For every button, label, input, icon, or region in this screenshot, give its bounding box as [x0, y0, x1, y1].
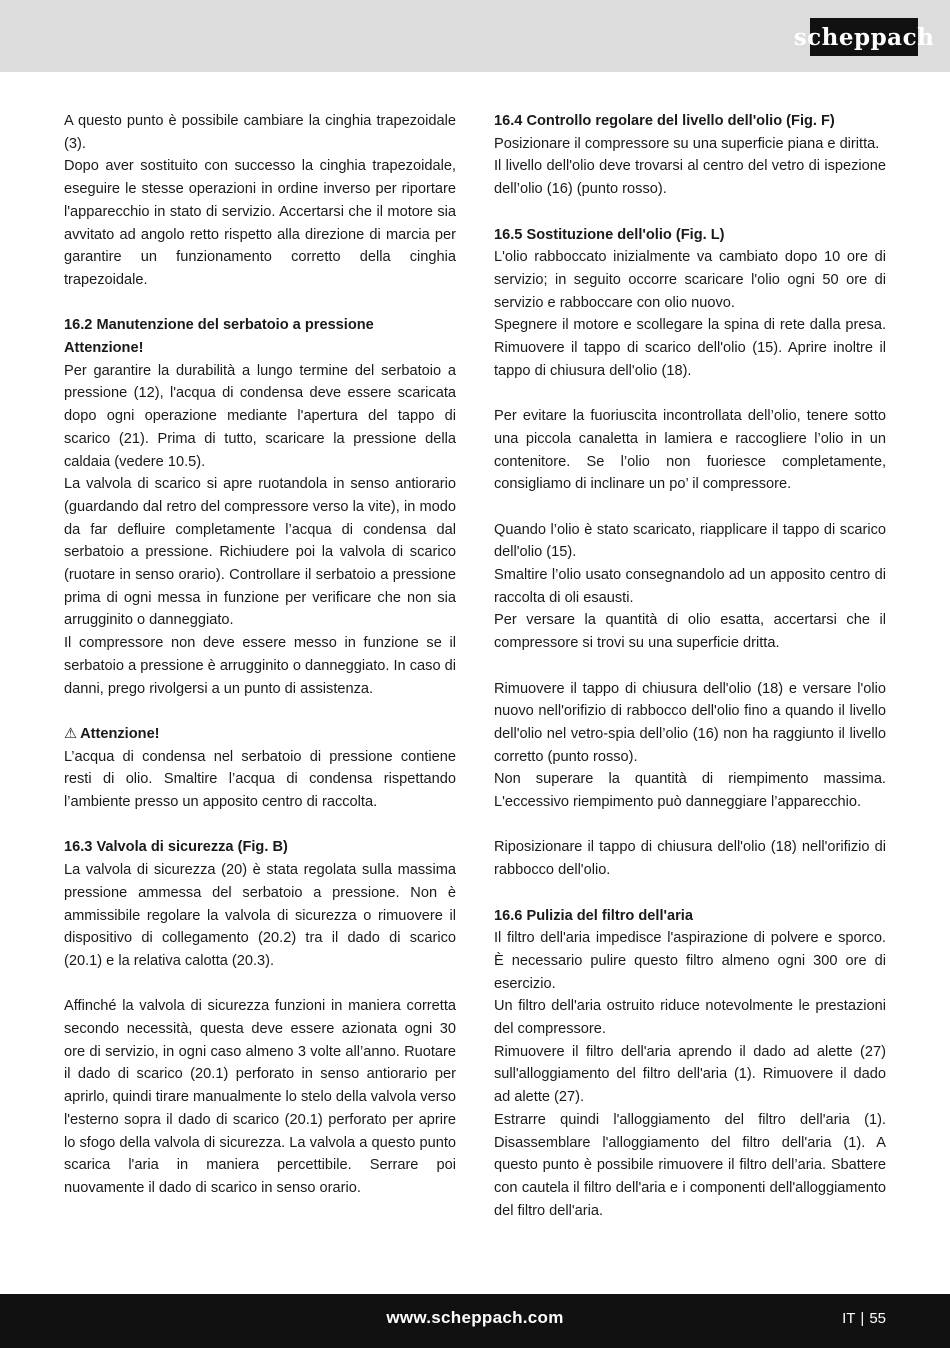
paragraph: A questo punto è possibile cambiare la cinghia trapezoidale (3). [64, 113, 456, 152]
paragraph: Il livello dell'olio deve trovarsi al centro del vetro di ispezione dell’olio (16) (punto rosso). [494, 158, 886, 198]
paragraph: La valvola di scarico si apre ruotandola in senso antiorario (guardando dal retro del compressore verso la vite), in modo da far defluire completamente l’acqua di condensa dal serbatoio a pressione. Richiudere poi la valvola di scarico (ruotare in senso orario). Controllare il serbatoio a pressione prima di ogni messa in funzione per verificare che non sia arrugginito o danneggiato. [64, 476, 456, 629]
header-bar [0, 0, 950, 72]
right-column [494, 110, 886, 1222]
warning-triangle-icon: ⚠ [64, 725, 78, 742]
paragraph: Per evitare la fuoriuscita incontrollata dell’olio, tenere sotto una piccola canaletta in lamiera e raccogliere l’olio in un contenitore. Se l’olio non fuoriesce completamente, consigliamo di inclinare un po’ il compressore. [494, 408, 886, 493]
section-heading-16-2: 16.2 Manutenzione del serbatoio a pressione [64, 317, 374, 334]
paragraph: Rimuovere il filtro dell'aria aprendo il dado ad alette (27) sull'alloggiamento del filtro dell'aria (1). Rimuovere il dado ad alette (27). [494, 1043, 886, 1106]
page-number: 55 [869, 1310, 886, 1327]
paragraph: L'olio rabboccato inizialmente va cambiato dopo 10 ore di servizio; in seguito occorre scaricare l'olio ogni 50 ore di servizio e rabboccare con olio nuovo. [494, 249, 886, 311]
language-code: IT [842, 1310, 856, 1327]
paragraph: Non superare la quantità di riempimento massima. L'eccessivo riempimento può danneggiare l’apparecchio. [494, 771, 886, 811]
attention-label: Attenzione! [64, 340, 144, 357]
paragraph: Dopo aver sostituito con successo la cinghia trapezoidale, eseguire le stesse operazioni in ordine inverso per riportare l'apparecchio in stato di servizio. Accertarsi che il motore sia avvitato ad angolo retto rispetto alla direzione di marcia per garantire un funzionamento corretto della cinghia trapezoidale. [64, 158, 456, 288]
paragraph: Posizionare il compressore su una superficie piana e diritta. [494, 135, 880, 152]
paragraph: Quando l’olio è stato scaricato, riapplicare il tappo di scarico dell'olio (15). [494, 521, 886, 561]
brand-logo: scheppach [810, 18, 918, 56]
paragraph: L’acqua di condensa nel serbatoio di pressione contiene resti di olio. Smaltire l’acqua di condensa rispettando l’ambiente presso un apposito centro di raccolta. [64, 748, 456, 811]
section-heading-16-5: 16.5 Sostituzione dell'olio (Fig. L) [494, 226, 725, 243]
paragraph: Per versare la quantità di olio esatta, accertarsi che il compressore si trovi su una superficie dritta. [494, 612, 886, 652]
paragraph: Estrarre quindi l'alloggiamento del filtro dell'aria (1). Disassemblare l'alloggiamento del filtro dell'aria (1). A questo punto è possibile rimuovere il filtro dell’aria. Sbattere con cautela il filtro dell'aria e i componenti dell'alloggiamento del filtro dell'aria. [494, 1111, 886, 1219]
section-heading-16-6: 16.6 Pulizia del filtro dell'aria [494, 907, 693, 924]
paragraph: La valvola di sicurezza (20) è stata regolata sulla massima pressione ammessa del serbatoio a pressione. Non è ammissibile regolare la valvola di sicurezza o rimuovere il dispositivo di collegamento (20.2) tra il dado di scarico (20.1) e la relativa calotta (20.3). [64, 862, 456, 969]
paragraph: Un filtro dell'aria ostruito riduce notevolmente le prestazioni del compressore. [494, 998, 886, 1038]
footer-bar [0, 1294, 950, 1348]
paragraph: Smaltire l’olio usato consegnandolo ad un apposito centro di raccolta di oli esausti. [494, 567, 886, 606]
section-heading-16-3: 16.3 Valvola di sicurezza (Fig. B) [64, 839, 288, 856]
paragraph: Per garantire la durabilità a lungo termine del serbatoio a pressione (12), l'acqua di condensa deve essere scaricata dopo ogni operazione mediante l'apertura del tappo di scarico (21). Prima di tutto, scaricare la pressione della caldaia (vedere 10.5). [64, 362, 456, 470]
paragraph: Riposizionare il tappo di chiusura dell'olio (18) nell'orifizio di rabbocco dell'olio. [494, 839, 886, 879]
paragraph: Il filtro dell'aria impedisce l'aspirazione di polvere e sporco. È necessario pulire questo filtro almeno ogni 300 ore di esercizio. [494, 930, 886, 992]
section-heading-16-4: 16.4 Controllo regolare del livello dell'olio (Fig. F) [494, 113, 835, 129]
warning-heading [64, 723, 456, 746]
paragraph: Affinché la valvola di sicurezza funzioni in maniera corretta secondo necessità, questa deve essere azionata ogni 30 ore di servizio, in ogni caso almeno 3 volte all’anno. Ruotare il dado di scarico (20.1) perforato in senso antiorario per aprirlo, quindi tirare manualmente lo stelo della valvola verso l'esterno sopra il dado di scarico (20.1) perforato per aprire lo sfogo della valvola di sicurezza. La valvola a questo punto scarica l'aria in maniera percettibile. Serrare poi nuovamente il dado di scarico in senso orario. [64, 998, 456, 1196]
paragraph: Rimuovere il tappo di chiusura dell'olio (18) e versare l'olio nuovo nell'orifizio di rabbocco dell'olio fino a quando il livello dell'olio nel vetro-spia dell’olio (16) non ha raggiunto il livello corretto (punto rosso). [494, 680, 886, 765]
warning-label: Attenzione! [80, 725, 160, 742]
separator: | [860, 1310, 865, 1327]
website-link[interactable]: www.scheppach.com [386, 1308, 564, 1327]
left-column [64, 110, 456, 1200]
paragraph: Spegnere il motore e scollegare la spina di rete dalla presa. Rimuovere il tappo di scarico dell'olio (15). Aprire inoltre il tappo di chiusura dell'olio (18). [494, 317, 886, 379]
page-indicator [842, 1310, 886, 1327]
paragraph: Il compressore non deve essere messo in funzione se il serbatoio a pressione è arrugginito o danneggiato. In caso di danni, prego rivolgersi a un punto di assistenza. [64, 635, 456, 697]
